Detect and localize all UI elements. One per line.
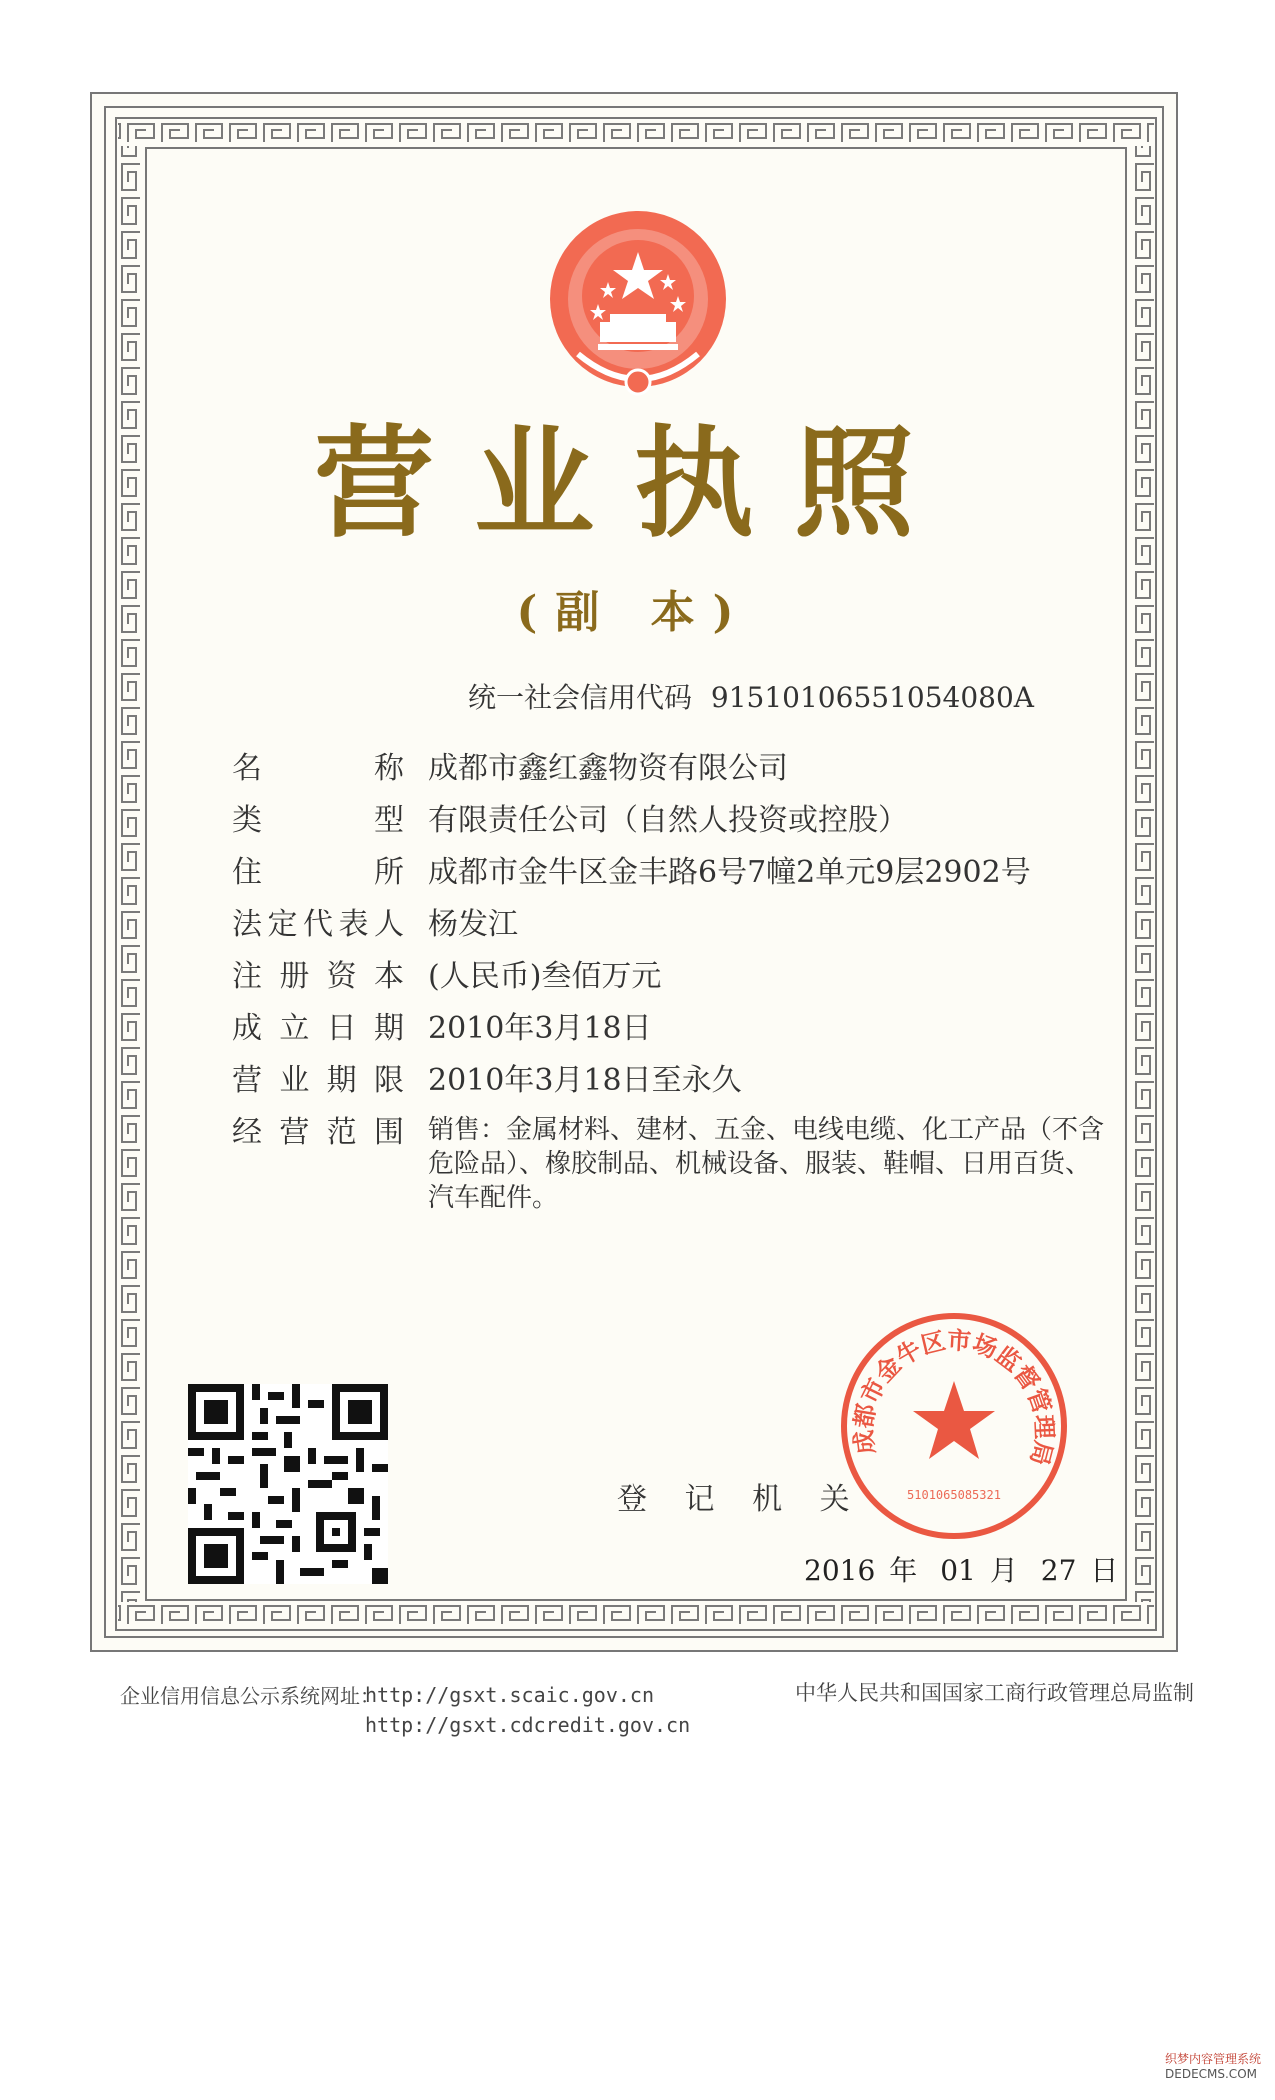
date-day: 27 (1040, 1554, 1077, 1587)
qr-code-icon[interactable] (188, 1384, 388, 1584)
date-day-unit: 日 (1090, 1554, 1119, 1587)
registration-fields (232, 749, 1112, 1227)
field-value: 有限责任公司（自然人投资或控股） (428, 803, 908, 838)
date-year-unit: 年 (889, 1554, 918, 1587)
field-row-capital (232, 957, 1112, 997)
field-label: 营业期限 (232, 1063, 404, 1098)
field-label: 注册资本 (232, 959, 404, 994)
field-value: 2010年3月18日至永久 (428, 1063, 742, 1098)
registration-authority-label: 登 记 机 关 (617, 1482, 864, 1517)
field-row-address (232, 853, 1112, 893)
field-row-term (232, 1061, 1112, 1101)
certificate-frame (90, 92, 1178, 1652)
footer-supervisor: 中华人民共和国国家工商行政管理总局监制 (795, 1681, 1194, 1705)
field-value: 杨发江 (428, 907, 518, 942)
date-year: 2016 (804, 1554, 876, 1587)
field-row-name (232, 749, 1112, 789)
footer-url-list (365, 1680, 690, 1740)
watermark-line: 织梦内容管理系统 (1165, 2052, 1262, 2066)
credit-code-line (468, 676, 1034, 716)
date-month: 01 (940, 1554, 976, 1587)
national-emblem-icon (538, 204, 738, 404)
watermark (1165, 2052, 1261, 2082)
field-value: 2010年3月18日 (428, 1011, 652, 1046)
document-title: 营业执照 (314, 413, 954, 554)
field-label: 成立日期 (232, 1011, 404, 1046)
credit-code-label: 统一社会信用代码 (468, 681, 693, 714)
credit-code-value: 91510106551054080A (710, 681, 1034, 714)
footer-url-link[interactable]: http://gsxt.scaic.gov.cn (365, 1683, 654, 1707)
date-month-unit: 月 (989, 1554, 1018, 1587)
field-label: 名称 (232, 751, 404, 786)
watermark-line: DEDECMS.COM (1165, 2067, 1257, 2081)
field-value: 成都市鑫红鑫物资有限公司 (428, 751, 788, 786)
footer-website-label: 企业信用信息公示系统网址： (120, 1684, 380, 1708)
field-value: 成都市金牛区金丰路6号7幢2单元9层2902号 (428, 855, 1031, 890)
issue-date (804, 1549, 1132, 1589)
field-row-established (232, 1009, 1112, 1049)
document-subtitle: (副 本) (516, 587, 752, 638)
field-label: 住所 (232, 855, 404, 890)
field-label: 法定代表人 (232, 907, 404, 942)
field-row-legal-rep (232, 905, 1112, 945)
footer-website (120, 1680, 691, 1737)
field-label: 经营范围 (232, 1115, 404, 1150)
field-value: 销售：金属材料、建材、五金、电线电缆、化工产品（不含危险品）、橡胶制品、机械设备、服装、鞋帽、日用百货、汽车配件。 (428, 1115, 1105, 1213)
official-seal-icon (837, 1309, 1072, 1544)
field-row-scope (232, 1113, 1112, 1215)
field-row-type (232, 801, 1112, 841)
seal-number: 5101065085321 (907, 1488, 1001, 1502)
field-value: (人民币)叁佰万元 (428, 959, 662, 994)
seal-text: 成都市金牛区市场监督管理局 (849, 1326, 1059, 1469)
field-label: 类型 (232, 803, 404, 838)
footer-url-link[interactable]: http://gsxt.cdcredit.gov.cn (365, 1713, 691, 1737)
